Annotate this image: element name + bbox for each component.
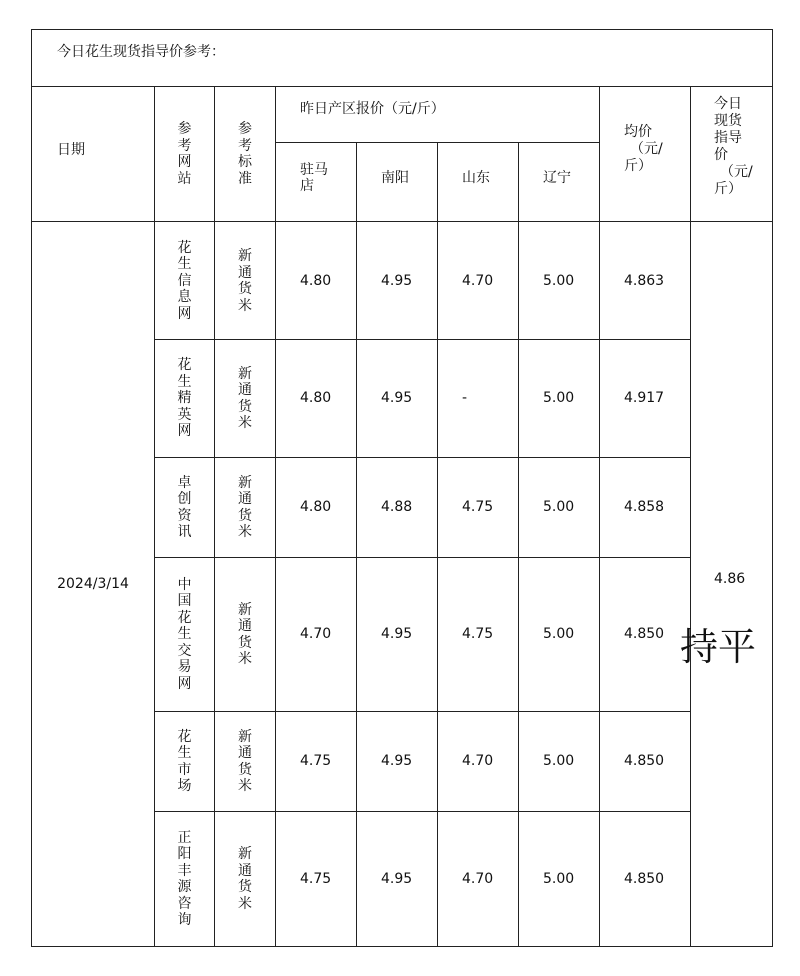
cell-standard: 新 通 货 米	[238, 728, 252, 794]
cell-avg-value: 4.850	[624, 753, 665, 769]
cell-ln	[519, 223, 599, 339]
cell-ln-value: 5.00	[543, 272, 575, 289]
cell-site: 花 生 信 息 网	[177, 239, 192, 322]
header-today-price: 今日 现货 指导 价 （元/ 斤）	[714, 96, 753, 197]
date-cell	[32, 222, 154, 946]
cell-zmd-value: 4.70	[300, 626, 332, 642]
header-region-sd: 山东	[462, 170, 490, 186]
cell-zmd-value: 4.80	[300, 390, 332, 406]
date-value: 2024/3/14	[57, 575, 129, 592]
cell-site: 花 生 市 场	[177, 728, 192, 794]
cell-ny-value: 4.95	[381, 870, 413, 887]
cell-ny	[357, 223, 437, 339]
header-site	[155, 87, 214, 221]
cell-avg	[600, 223, 690, 339]
cell-avg	[600, 712, 690, 811]
cell-avg-value: 4.850	[624, 870, 665, 887]
cell-ny	[357, 812, 437, 946]
cell-ny-value: 4.95	[381, 753, 413, 769]
cell-zmd-value: 4.75	[300, 753, 332, 769]
header-region-ny: 南阳	[381, 170, 409, 186]
cell-standard: 新 通 货 米	[238, 248, 252, 314]
cell-ln-value: 5.00	[543, 870, 575, 887]
cell-site: 卓 创 资 讯	[177, 474, 192, 540]
table-border-top	[31, 29, 773, 30]
cell-site: 花 生 精 英 网	[177, 357, 192, 440]
cell-ny	[357, 558, 437, 711]
cell-ny	[357, 458, 437, 557]
cell-ln	[519, 558, 599, 711]
cell-site: 中 国 花 生 交 易 网	[177, 576, 192, 692]
cell-zmd-value: 4.80	[300, 272, 332, 289]
cell-ny-value: 4.95	[381, 390, 413, 406]
header-yesterday-group: 昨日产区报价（元/斤）	[300, 101, 445, 117]
cell-standard: 新 通 货 米	[238, 365, 252, 431]
cell-ln-value: 5.00	[543, 390, 575, 406]
cell-avg-value: 4.917	[624, 390, 665, 406]
cell-zmd	[276, 712, 356, 811]
cell-site: 正 阳 丰 源 咨 询	[177, 829, 192, 928]
header-date: 日期	[57, 142, 85, 158]
table-caption: 今日花生现货指导价参考：	[57, 44, 225, 60]
cell-ln-value: 5.00	[543, 499, 575, 515]
header-site-text: 参 考 网 站	[177, 121, 192, 187]
cell-sd	[438, 458, 518, 557]
cell-sd	[438, 340, 518, 457]
today-trend: 持平	[680, 625, 757, 669]
cell-avg-value: 4.858	[624, 499, 665, 515]
cell-ln	[519, 340, 599, 457]
cell-ny-value: 4.88	[381, 499, 413, 515]
cell-sd-value: 4.70	[462, 753, 494, 769]
header-region-ln: 辽宁	[543, 170, 571, 186]
cell-zmd	[276, 340, 356, 457]
header-standard-text: 参 考 标 准	[238, 121, 252, 187]
cell-zmd	[276, 812, 356, 946]
cell-ny	[357, 712, 437, 811]
cell-ln	[519, 812, 599, 946]
cell-ny	[357, 340, 437, 457]
cell-sd-value: 4.75	[462, 626, 494, 642]
cell-zmd	[276, 223, 356, 339]
cell-ln-value: 5.00	[543, 753, 575, 769]
col-divider	[690, 86, 691, 947]
header-region-zmd: 驻马 店	[300, 162, 328, 194]
cell-ny-value: 4.95	[381, 272, 413, 289]
cell-avg	[600, 458, 690, 557]
cell-sd-value: 4.70	[462, 272, 494, 289]
cell-zmd-value: 4.80	[300, 499, 332, 515]
cell-avg	[600, 812, 690, 946]
cell-zmd	[276, 558, 356, 711]
cell-sd	[438, 812, 518, 946]
caption-divider	[31, 86, 773, 87]
cell-sd	[438, 712, 518, 811]
cell-avg	[600, 340, 690, 457]
table-border-right	[772, 29, 773, 947]
cell-avg	[600, 558, 690, 711]
cell-sd-value: 4.75	[462, 499, 494, 515]
cell-avg-value: 4.850	[624, 626, 665, 642]
cell-standard: 新 通 货 米	[238, 846, 252, 912]
cell-ln	[519, 712, 599, 811]
cell-sd-value: 4.70	[462, 870, 494, 887]
cell-ln-value: 5.00	[543, 626, 575, 642]
table-border-bottom	[31, 946, 773, 947]
cell-sd	[438, 558, 518, 711]
cell-sd	[438, 223, 518, 339]
today-price-value: 4.86	[714, 571, 746, 587]
cell-ln	[519, 458, 599, 557]
cell-zmd-value: 4.75	[300, 870, 332, 887]
cell-zmd	[276, 458, 356, 557]
cell-sd-value: -	[462, 390, 468, 406]
cell-avg-value: 4.863	[624, 272, 665, 289]
cell-standard: 新 通 货 米	[238, 601, 252, 667]
cell-ny-value: 4.95	[381, 626, 413, 642]
header-standard	[215, 87, 275, 221]
cell-standard: 新 通 货 米	[238, 474, 252, 540]
header-avg: 均价 （元/ 斤）	[624, 124, 663, 174]
